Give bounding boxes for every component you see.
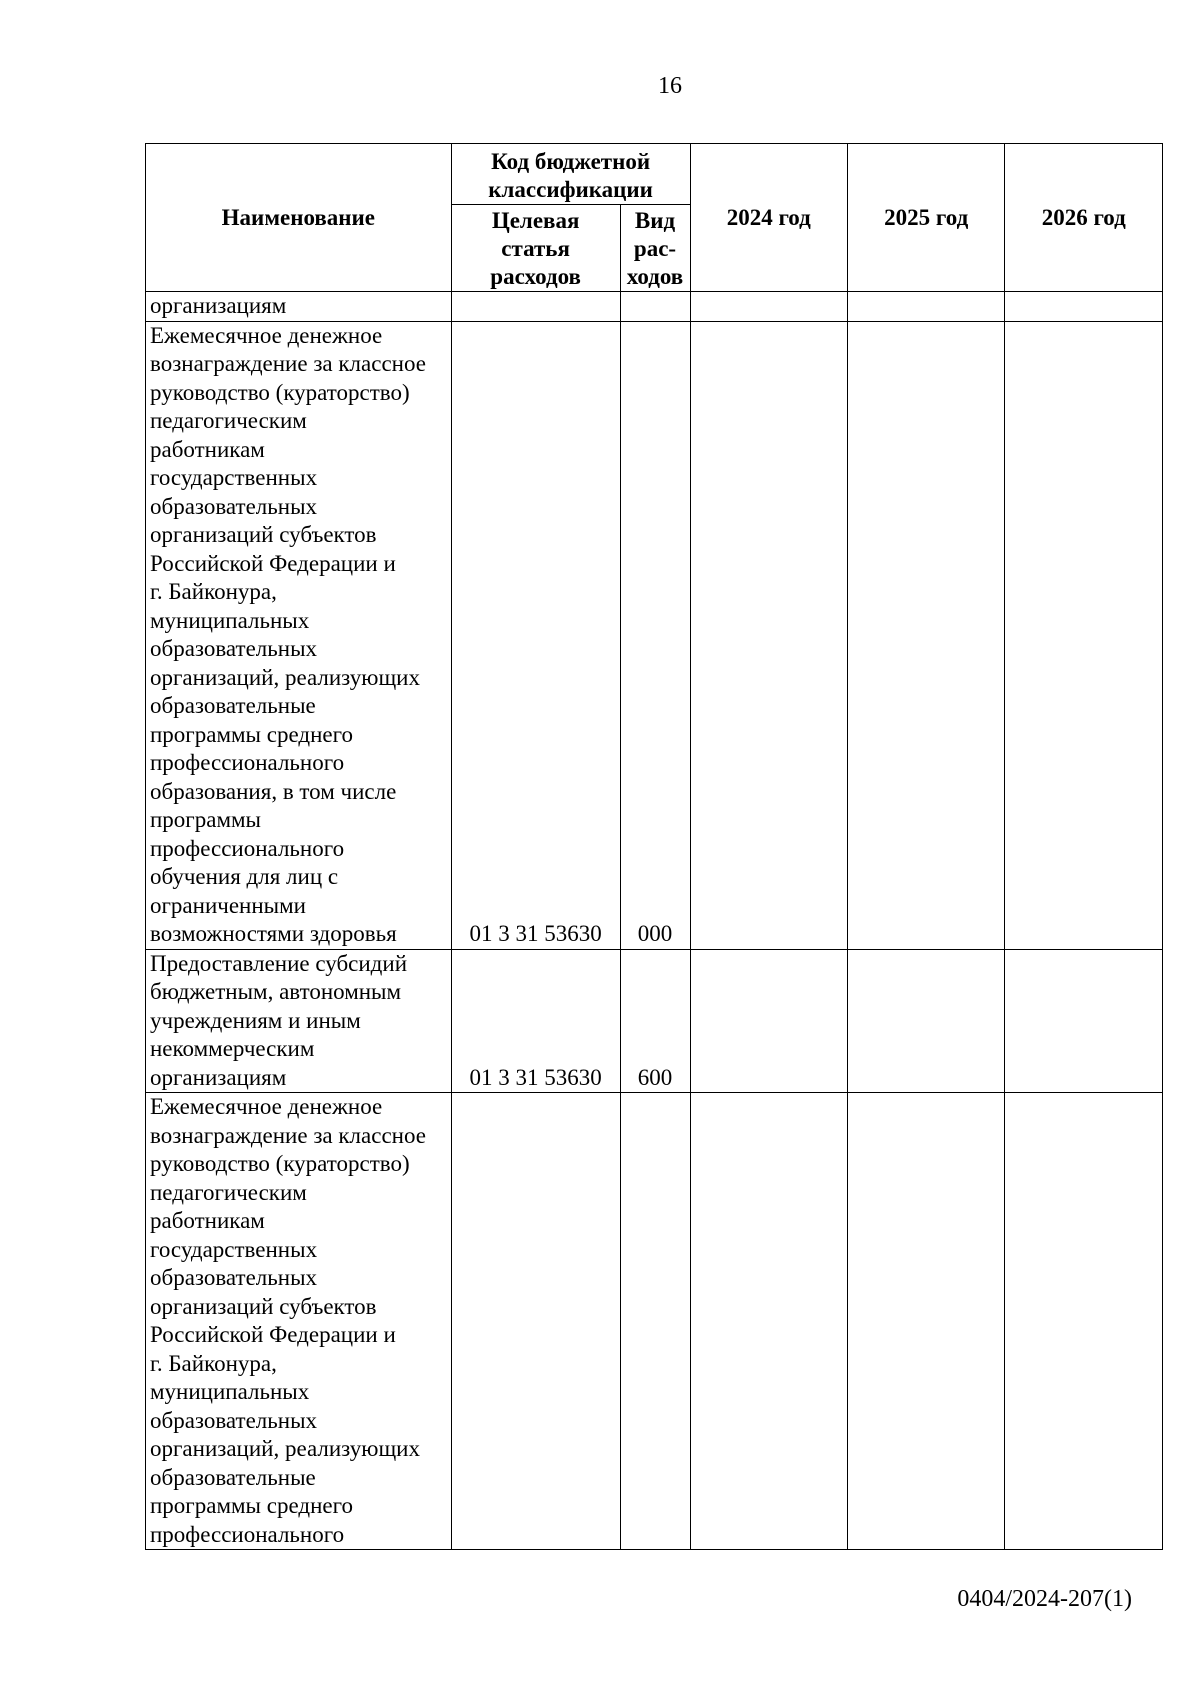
header-code-group: Код бюджетной классификации [451, 144, 690, 205]
row-value-2025 [847, 949, 1004, 1093]
row-value-2026 [1005, 321, 1163, 949]
row-name: Предоставление субсидий бюджетным, автономным учреждениям и иным некоммерческим организациям [146, 949, 452, 1093]
header-year-2025: 2025 год [847, 144, 1004, 292]
row-value-2026 [1005, 292, 1163, 322]
row-expense-kind [620, 1093, 690, 1550]
row-expense-kind: 600 [620, 949, 690, 1093]
header-row-1 [146, 144, 1163, 205]
row-value-2024 [690, 1093, 847, 1550]
row-expense-kind: 000 [620, 321, 690, 949]
row-value-2025 [847, 1093, 1004, 1550]
row-value-2026 [1005, 1093, 1163, 1550]
budget-table [145, 143, 1163, 1550]
page-number: 16 [658, 73, 682, 99]
table-row [146, 1093, 1163, 1550]
header-name: Наименование [146, 144, 452, 292]
header-target-article: Целевая статья расходов [451, 205, 620, 292]
row-value-2024 [690, 321, 847, 949]
table-row [146, 292, 1163, 322]
row-target-code: 01 3 31 53630 [451, 949, 620, 1093]
row-name: Ежемесячное денежное вознаграждение за классное руководство (кураторство) педагогическим работникам государственных образовательных организаций субъектов Российской Федерации и г. Байконура, муниципальных образовательных организаций, реализующих образовательные программы среднего профессионального [146, 1093, 452, 1550]
row-value-2026 [1005, 949, 1163, 1093]
row-target-code: 01 3 31 53630 [451, 321, 620, 949]
header-expense-kind: Вид рас-ходов [620, 205, 690, 292]
document-code: 0404/2024-207(1) [957, 1586, 1132, 1612]
row-value-2024 [690, 292, 847, 322]
row-value-2025 [847, 321, 1004, 949]
row-value-2024 [690, 949, 847, 1093]
row-name: Ежемесячное денежное вознаграждение за классное руководство (кураторство) педагогическим работникам государственных образовательных организаций субъектов Российской Федерации и г. Байконура, муниципальных образовательных организаций, реализующих образовательные программы среднего профессионального образования, в том числе программы профессионального обучения для лиц с ограниченными возможностями здоровья [146, 321, 452, 949]
row-value-2025 [847, 292, 1004, 322]
row-target-code [451, 292, 620, 322]
row-expense-kind [620, 292, 690, 322]
table-row [146, 949, 1163, 1093]
table-row [146, 321, 1163, 949]
header-year-2026: 2026 год [1005, 144, 1163, 292]
row-target-code [451, 1093, 620, 1550]
row-name: организациям [146, 292, 452, 322]
header-year-2024: 2024 год [690, 144, 847, 292]
